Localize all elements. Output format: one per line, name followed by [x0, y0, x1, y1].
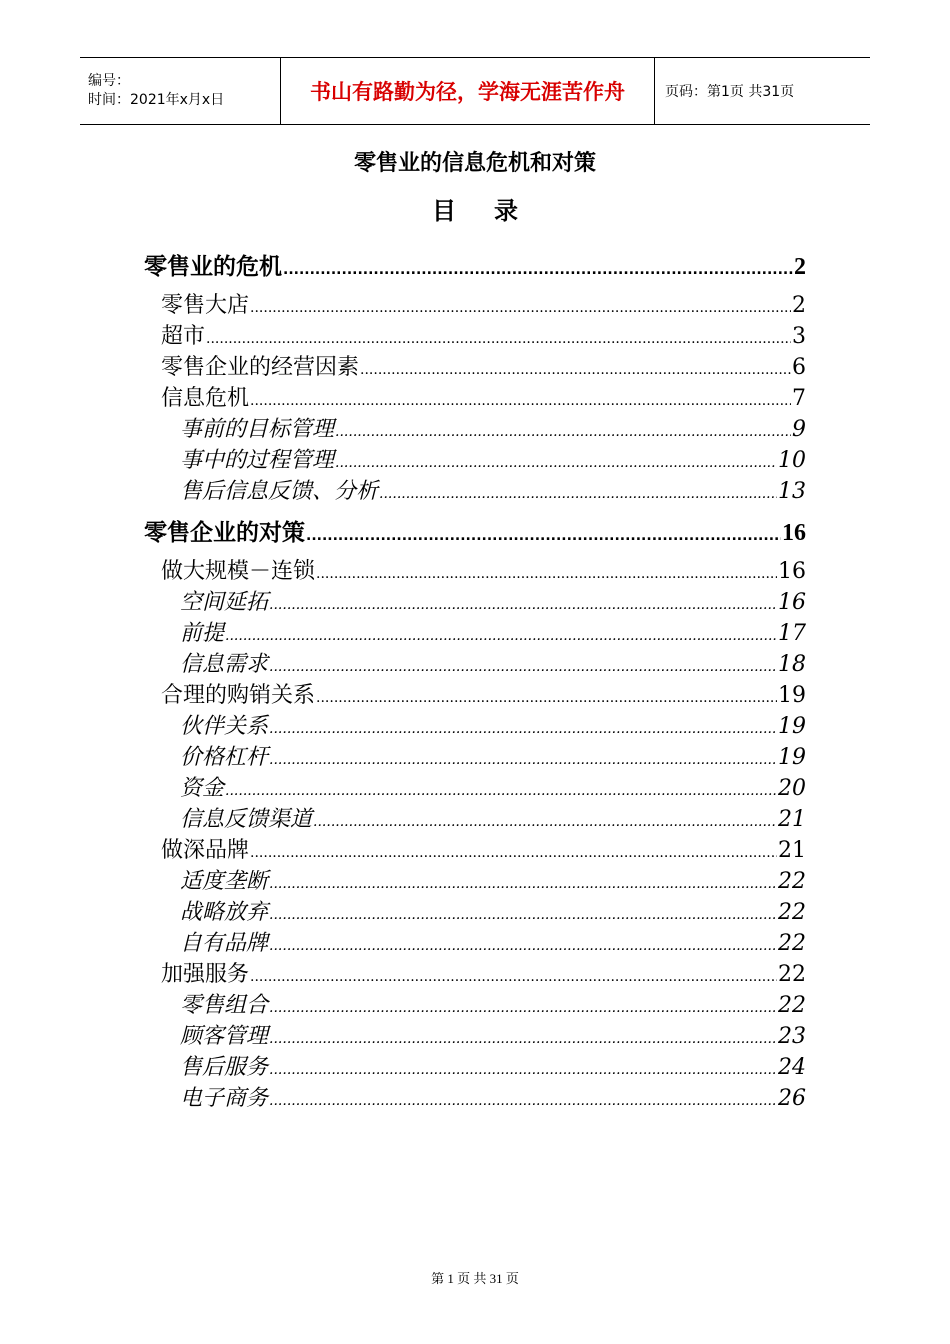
toc-entry-page: 21: [778, 807, 806, 832]
toc-entry-label: 信息危机: [161, 386, 250, 411]
toc-leader-dots: [335, 425, 791, 439]
toc-entry-label: 信息需求: [180, 652, 269, 677]
toc-entry-label: 战略放弃: [180, 900, 269, 925]
toc-entry-page: 2: [792, 293, 806, 318]
toc-leader-dots: [269, 722, 777, 736]
toc-entry[interactable]: [180, 709, 806, 740]
toc-entry-page: 19: [778, 714, 806, 739]
toc-entry-label: 顾客管理: [180, 1024, 269, 1049]
toc-entry-label: 自有品牌: [180, 931, 269, 956]
toc-entry-label: 做大规模－连锁: [161, 559, 316, 584]
toc-entry-label: 信息反馈渠道: [180, 807, 313, 832]
page-header: [80, 57, 870, 125]
toc-entry[interactable]: [180, 616, 806, 647]
toc-leader-dots: [283, 263, 793, 277]
toc-entry[interactable]: [161, 288, 806, 319]
toc-entry[interactable]: [161, 350, 806, 381]
toc-entry[interactable]: [180, 802, 806, 833]
toc-leader-dots: [269, 598, 777, 612]
toc-entry-page: 7: [792, 386, 806, 411]
toc-leader-dots: [269, 1063, 777, 1077]
toc-leader-dots: [269, 939, 777, 953]
toc-leader-dots: [269, 1094, 777, 1108]
toc-entry[interactable]: [180, 988, 806, 1019]
toc-entry-label: 做深品牌: [161, 838, 250, 863]
toc-entry[interactable]: [180, 926, 806, 957]
page-footer: 第 1 页 共 31 页: [431, 1271, 519, 1286]
toc-entry-label: 资金: [180, 776, 225, 801]
toc-entry-page: 23: [778, 1024, 806, 1049]
toc-leader-dots: [206, 332, 791, 346]
toc-entry-page: 18: [778, 652, 806, 677]
toc-entry-label: 零售组合: [180, 993, 269, 1018]
toc-entry-label: 售后信息反馈、分析: [180, 479, 379, 504]
document-title: 零售业的信息危机和对策: [353, 151, 596, 176]
toc-leader-dots: [360, 363, 791, 377]
toc-entry[interactable]: [180, 1019, 806, 1050]
toc-heading: 目录: [432, 197, 556, 225]
toc-entry[interactable]: [180, 895, 806, 926]
toc-entry[interactable]: [180, 474, 806, 505]
toc-entry[interactable]: [180, 864, 806, 895]
toc-entry-page: 19: [778, 683, 806, 708]
toc-entry-page: 21: [778, 838, 806, 863]
toc-leader-dots: [306, 529, 781, 543]
toc-entry-label: 适度垄断: [180, 869, 269, 894]
header-motto: 书山有路勤为径，学海无涯苦作舟: [281, 58, 655, 124]
toc-leader-dots: [250, 970, 777, 984]
toc-entry-label: 伙伴关系: [180, 714, 269, 739]
serial-label: 编号：: [88, 73, 130, 89]
toc-entry[interactable]: [180, 1081, 806, 1112]
toc-leader-dots: [335, 456, 777, 470]
toc-entry-label: 事中的过程管理: [180, 448, 335, 473]
toc-entry-page: 17: [778, 621, 806, 646]
toc-entry-page: 16: [778, 590, 806, 615]
date-label: 时间：2021年x月x日: [88, 92, 225, 108]
toc-entry-page: 26: [778, 1086, 806, 1111]
toc-entry[interactable]: [144, 248, 806, 281]
toc-leader-dots: [225, 629, 777, 643]
toc-entry-label: 零售企业的对策: [144, 520, 305, 546]
toc-entry[interactable]: [180, 740, 806, 771]
toc-entry-page: 3: [792, 324, 806, 349]
toc-entry-label: 电子商务: [180, 1086, 269, 1111]
toc-entry-page: 24: [778, 1055, 806, 1080]
header-page-info: 页码：第1页 共31页: [665, 84, 795, 100]
toc-entry[interactable]: [180, 412, 806, 443]
toc-entry[interactable]: [180, 771, 806, 802]
toc-entry[interactable]: [144, 514, 806, 547]
toc-entry-label: 事前的目标管理: [180, 417, 335, 442]
toc-entry[interactable]: [161, 554, 806, 585]
toc-entry-label: 零售大店: [161, 293, 250, 318]
toc-entry-page: 22: [778, 962, 806, 987]
toc-leader-dots: [269, 660, 777, 674]
toc-leader-dots: [225, 784, 777, 798]
toc-entry-label: 零售企业的经营因素: [161, 355, 360, 380]
toc-entry[interactable]: [161, 678, 806, 709]
toc-leader-dots: [379, 487, 777, 501]
toc-entry-label: 加强服务: [161, 962, 250, 987]
toc-entry-page: 13: [778, 479, 806, 504]
toc-entry[interactable]: [180, 1050, 806, 1081]
toc-entry-page: 6: [792, 355, 806, 380]
toc-leader-dots: [313, 815, 777, 829]
toc-entry-label: 价格杠杆: [180, 745, 269, 770]
toc-leader-dots: [269, 1001, 777, 1015]
toc-entry-page: 22: [778, 900, 806, 925]
toc-leader-dots: [269, 1032, 777, 1046]
toc-entry-label: 前提: [180, 621, 225, 646]
header-meta: [80, 58, 281, 124]
toc-entry-page: 19: [778, 745, 806, 770]
toc-leader-dots: [269, 753, 777, 767]
toc-entry-page: 20: [778, 776, 806, 801]
toc-entry[interactable]: [161, 833, 806, 864]
toc-entry-page: 22: [778, 931, 806, 956]
toc-entry[interactable]: [180, 647, 806, 678]
toc-entry-page: 16: [782, 520, 806, 546]
toc-leader-dots: [316, 567, 777, 581]
toc-entry-page: 9: [792, 417, 806, 442]
toc-leader-dots: [316, 691, 777, 705]
toc-leader-dots: [250, 846, 777, 860]
toc-entry-label: 空间延拓: [180, 590, 269, 615]
toc-entry[interactable]: [180, 585, 806, 616]
toc-entry-label: 零售业的危机: [144, 254, 282, 280]
toc-entry-page: 22: [778, 869, 806, 894]
toc-entry[interactable]: [161, 957, 806, 988]
toc-entry[interactable]: [161, 319, 806, 350]
toc-leader-dots: [269, 877, 777, 891]
toc-entry-page: 10: [778, 448, 806, 473]
toc-entry-page: 2: [794, 254, 806, 280]
toc-entry-label: 超市: [161, 324, 206, 349]
toc-entry-label: 合理的购销关系: [161, 683, 316, 708]
toc-entry[interactable]: [161, 381, 806, 412]
toc-leader-dots: [269, 908, 777, 922]
toc-entry-label: 售后服务: [180, 1055, 269, 1080]
toc-entry-page: 22: [778, 993, 806, 1018]
toc-entry-page: 16: [778, 559, 806, 584]
toc-leader-dots: [250, 394, 791, 408]
toc-entry[interactable]: [180, 443, 806, 474]
toc-leader-dots: [250, 301, 791, 315]
